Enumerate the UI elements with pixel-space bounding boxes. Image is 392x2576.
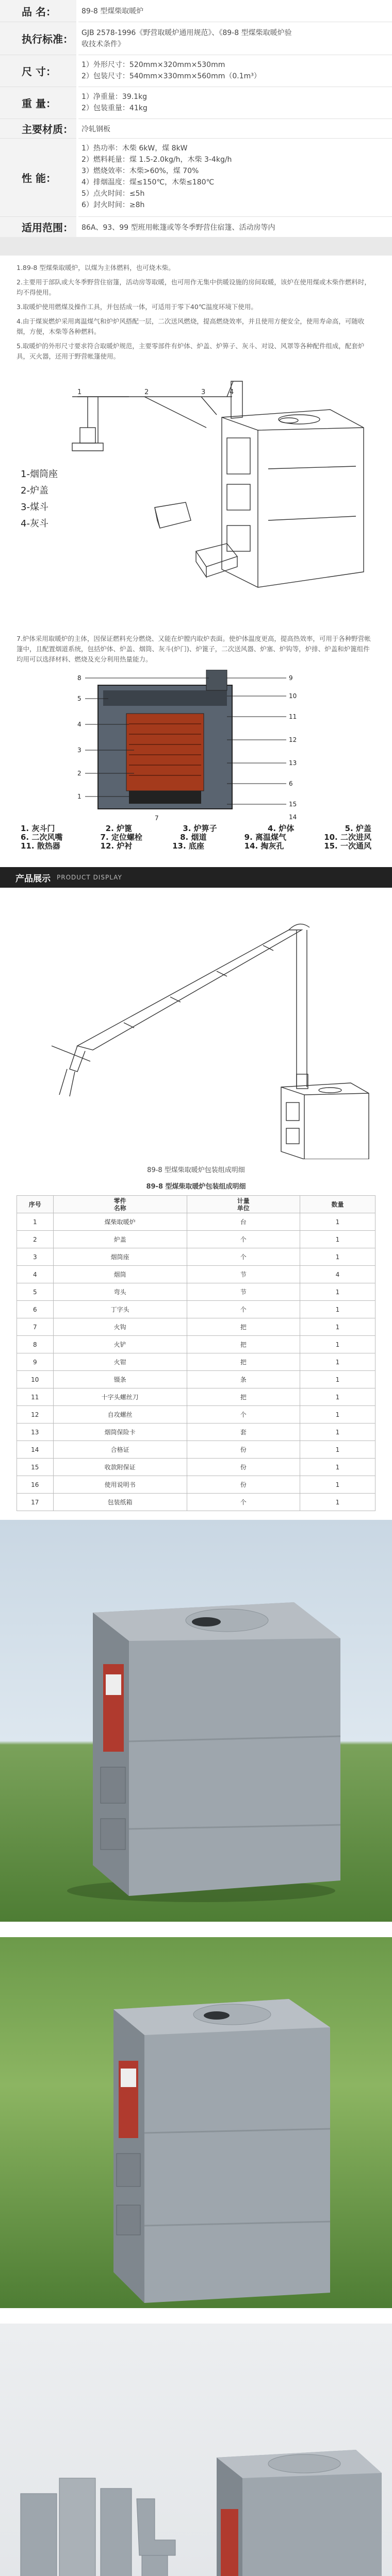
note-line: 4.由于煤炭燃炉采用离温煤气和炉炉风搭配一层，二次送风燃烧，提高燃烧效率，并且使用方便安全，使用寿命高，可随收烟，方便，木柴等各种燃料。 — [17, 317, 365, 335]
cutaway-number: 8 — [77, 674, 81, 682]
table-cell: 自攻螺丝 — [53, 1406, 187, 1423]
cutaway-number: 6 — [289, 780, 293, 787]
table-cell: 个 — [187, 1406, 300, 1423]
table-row — [17, 1459, 375, 1476]
table-cell: 份 — [187, 1459, 300, 1476]
legend-item: 12. 炉衬 — [100, 841, 133, 851]
cutaway-number: 10 — [289, 692, 297, 700]
legend-item: 4. 炉体 — [267, 824, 295, 833]
table-cell: 烟筒座 — [53, 1248, 187, 1266]
legend-item: 2. 炉篦 — [105, 824, 133, 833]
table-cell: 1 — [300, 1459, 375, 1476]
note-line: 1.89-8 型煤柴取暖炉，以煤为主体燃料，也可烧木柴。 — [17, 264, 175, 272]
diagram-number: 3 — [201, 388, 206, 396]
spec-line: 2）包装尺寸：540mm×330mm×560mm（0.1m³） — [81, 72, 261, 80]
legend-item: 15. 一次通风 — [324, 841, 371, 851]
table-cell: 收款附保证 — [53, 1459, 187, 1476]
table-row — [17, 1266, 375, 1283]
diagram-number: 4 — [230, 388, 234, 396]
table-cell: 2 — [17, 1231, 54, 1248]
table-cell: 1 — [17, 1213, 54, 1231]
product-photo-2 — [0, 1937, 392, 2308]
cutaway-number: 13 — [289, 759, 297, 767]
legend-item: 11. 散热器 — [21, 841, 60, 851]
spec-line: 6）封火时间：≥8h — [81, 201, 145, 209]
table-cell: 煤柴取暖炉 — [53, 1213, 187, 1231]
table-cell: 火铲 — [53, 1336, 187, 1353]
spec-line: 2）包装重量：41kg — [81, 104, 148, 112]
table-cell: 14 — [17, 1441, 54, 1459]
spec-label: 重 量： — [0, 87, 76, 118]
legend-item: 7. 定位螺栓 — [100, 833, 142, 842]
spec-row-performance — [0, 138, 392, 216]
table-row — [17, 1388, 375, 1406]
cutaway-number: 9 — [289, 674, 293, 682]
table-cell: 1 — [300, 1476, 375, 1494]
cutaway-number: 12 — [289, 736, 297, 743]
table-cell: 9 — [17, 1353, 54, 1371]
legend-item: 9. 离温煤气 — [244, 833, 286, 842]
table-cell: 6 — [17, 1301, 54, 1318]
note-line: 7.炉体采用取暖炉的主体，因保证燃料充分燃烧、又能在炉膛内取炉表面。使炉体温度更高，提高热效率，可用于各种野营帐篷中，且配置烟道系统，包括炉体、炉盖、烟筒、灰斗(炉门)、炉篦子，二次送风器、炉塞、炉钩等，炉排、炉盖和炉篦组件均用可以选择材料、燃烧及充分利用热量能力。 — [17, 635, 371, 663]
table-cell: 把 — [187, 1388, 300, 1406]
table-cell: 1 — [300, 1353, 375, 1371]
cutaway-number: 15 — [289, 801, 297, 808]
table-row — [17, 1476, 375, 1494]
table-row — [17, 1283, 375, 1301]
table-row — [17, 1423, 375, 1441]
table-cell: 个 — [187, 1494, 300, 1511]
assembly-drawing — [0, 891, 392, 1159]
legend-item: 6. 二次风嘴 — [21, 833, 63, 842]
spec-line: 1）外形尺寸：520mm×320mm×530mm — [81, 61, 225, 69]
table-cell: 台 — [187, 1213, 300, 1231]
table-cell: 使用说明书 — [53, 1476, 187, 1494]
table-row — [17, 1494, 375, 1511]
table-cell: 个 — [187, 1231, 300, 1248]
table-row — [17, 1301, 375, 1318]
table-cell: 镊条 — [53, 1371, 187, 1388]
product-display-header — [0, 867, 392, 888]
cutaway-diagram — [0, 670, 392, 855]
table-cell: 16 — [17, 1476, 54, 1494]
cutaway-legend — [21, 824, 371, 851]
table-cell: 11 — [17, 1388, 54, 1406]
table-cell: 把 — [187, 1318, 300, 1336]
table-cell: 15 — [17, 1459, 54, 1476]
spec-line: 收技术条件》 — [81, 40, 125, 48]
table-cell: 1 — [300, 1441, 375, 1459]
col-header: 序号 — [17, 1196, 54, 1213]
col-header: 数量 — [300, 1196, 375, 1213]
note-line: 3.取暖炉使用燃煤及操作工具，并包括成一体，可适用于零下40℃温度环境下使用。 — [17, 303, 257, 311]
table-row — [17, 1371, 375, 1388]
spec-label: 主要材质： — [0, 118, 76, 138]
table-cell: 条 — [187, 1371, 300, 1388]
table-cell: 1 — [300, 1494, 375, 1511]
table-cell: 1 — [300, 1336, 375, 1353]
cutaway-number: 3 — [77, 747, 81, 754]
spec-label: 执行标准： — [0, 22, 76, 55]
spec-line: GJB 2578-1996《野营取暖炉通用规范》、《89-8 型煤柴取暖炉验 — [81, 29, 292, 37]
table-cell: 包装纸箱 — [53, 1494, 187, 1511]
table-cell: 个 — [187, 1248, 300, 1266]
parts-legend — [21, 466, 58, 532]
table-cell: 把 — [187, 1353, 300, 1371]
legend-item: 1-烟筒座 — [21, 469, 58, 480]
legend-item: 3. 炉箅子 — [183, 824, 217, 833]
section-subtitle: PRODUCT DISPLAY — [57, 874, 122, 881]
table-row — [17, 1231, 375, 1248]
packing-caption-2: 89-8 型煤柴取暖炉包装组成明细 — [146, 1183, 246, 1191]
table-cell: 5 — [17, 1283, 54, 1301]
col-header: 零件 名称 — [53, 1196, 187, 1213]
assembly-svg — [0, 891, 392, 1159]
product-photo-3 — [0, 2324, 392, 2576]
note-line: 5.取暖炉的外形尺寸要求符合取暖炉规范，主要零部件有炉体、炉盖、炉箅子、灰斗、对设、风罩等各种配件组成，配套炉具，灭火器，还用于野营帐篷使用。 — [17, 342, 365, 360]
table-cell: 1 — [300, 1301, 375, 1318]
table-row — [17, 1406, 375, 1423]
cutaway-number: 2 — [77, 770, 81, 777]
spec-line: 4）排烟温度：煤≤150℃，木柴≤180℃ — [81, 178, 215, 187]
table-cell: 13 — [17, 1423, 54, 1441]
spec-label: 尺 寸： — [0, 55, 76, 87]
table-cell: 8 — [17, 1336, 54, 1353]
table-row — [17, 1248, 375, 1266]
spec-row-standard — [0, 22, 392, 55]
spec-value: 冷轧钢板 — [78, 118, 392, 138]
cutaway-number: 1 — [77, 793, 81, 800]
packing-caption-1: 89-8 型煤柴取暖炉包装组成明细 — [147, 1166, 245, 1174]
legend-item: 8. 烟道 — [180, 833, 207, 842]
spec-label: 性 能： — [0, 138, 76, 216]
table-row — [17, 1336, 375, 1353]
table-cell: 合格证 — [53, 1441, 187, 1459]
stove-photo-2 — [0, 1937, 392, 2308]
cutaway-number: 14 — [289, 814, 297, 821]
table-cell: 个 — [187, 1301, 300, 1318]
accessories-photo — [0, 2324, 392, 2576]
spec-value — [78, 22, 392, 55]
table-cell: 1 — [300, 1213, 375, 1231]
cutaway-number: 5 — [77, 695, 81, 702]
table-cell: 弯头 — [53, 1283, 187, 1301]
section-title: 产品展示 — [15, 873, 51, 884]
spec-value: 89-8 型煤柴取暖炉 — [81, 7, 144, 15]
structure-note — [17, 634, 375, 669]
divider-band — [0, 237, 392, 256]
spec-value: 86A、93、99 型班用帐篷或等冬季野营住宿篷、活动房等内 — [78, 216, 392, 237]
table-cell: 1 — [300, 1248, 375, 1266]
spec-label: 适用范围： — [0, 216, 76, 237]
table-cell: 1 — [300, 1283, 375, 1301]
table-cell: 份 — [187, 1476, 300, 1494]
spec-row-material — [0, 118, 392, 138]
table-cell: 烟筒 — [53, 1266, 187, 1283]
table-cell: 1 — [300, 1423, 375, 1441]
table-cell: 10 — [17, 1371, 54, 1388]
table-cell: 十字头螺丝刀 — [53, 1388, 187, 1406]
table-cell: 4 — [17, 1266, 54, 1283]
legend-item: 14. 掏灰孔 — [244, 841, 284, 851]
legend-item: 10. 二次进风 — [324, 833, 371, 842]
description-notes — [17, 263, 375, 366]
cutaway-number: 7 — [155, 815, 159, 822]
spec-line: 1）净重量：39.1kg — [81, 93, 148, 101]
table-cell: 炉盖 — [53, 1231, 187, 1248]
table-cell: 12 — [17, 1406, 54, 1423]
table-cell: 节 — [187, 1266, 300, 1283]
cutaway-number: 11 — [289, 713, 297, 720]
spec-line: 3）燃烧效率：木柴>60%，煤 70% — [81, 167, 199, 175]
legend-item: 13. 底座 — [172, 841, 204, 851]
spec-row-size — [0, 55, 392, 87]
table-cell: 丁字头 — [53, 1301, 187, 1318]
table-cell: 1 — [300, 1406, 375, 1423]
table-cell: 火钳 — [53, 1353, 187, 1371]
table-cell: 7 — [17, 1318, 54, 1336]
spec-value — [78, 87, 392, 118]
legend-item: 4-灰斗 — [21, 518, 48, 529]
stove-parts-drawing — [0, 366, 392, 623]
spec-row-weight — [0, 87, 392, 118]
note-line: 2.主要用于部队或大冬季野营住宿篷，活动房等取暖，也可用作无集中供暖设施的房间取暖，该炉在使用煤或木柴作燃料时，均不得使用。 — [17, 278, 371, 296]
spec-line: 5）点火时间：≤5h — [81, 190, 145, 198]
table-cell: 1 — [300, 1388, 375, 1406]
spec-row-name — [0, 0, 392, 22]
legend-item: 3-煤斗 — [21, 502, 48, 513]
spec-line: 1）热功率：木柴 6kW，煤 8kW — [81, 144, 188, 152]
diagram-number: 2 — [144, 388, 149, 396]
spec-line: 2）燃料耗量：煤 1.5-2.0kg/h，木柴 3-4kg/h — [81, 156, 232, 164]
table-cell: 1 — [300, 1318, 375, 1336]
table-cell: 把 — [187, 1336, 300, 1353]
stove-parts-diagram — [0, 366, 392, 623]
table-cell: 套 — [187, 1423, 300, 1441]
table-header-row — [17, 1196, 375, 1213]
table-cell: 4 — [300, 1266, 375, 1283]
table-row — [17, 1213, 375, 1231]
spec-label: 品 名： — [0, 0, 76, 22]
legend-item: 1. 灰斗门 — [21, 824, 55, 833]
spec-value — [78, 55, 392, 87]
spec-value — [78, 138, 392, 216]
col-header: 计量 单位 — [187, 1196, 300, 1213]
legend-item: 5. 炉盖 — [345, 824, 371, 833]
product-photo-1 — [0, 1520, 392, 1922]
table-cell: 烟筒保险卡 — [53, 1423, 187, 1441]
cutaway-drawing — [0, 670, 392, 824]
table-cell: 节 — [187, 1283, 300, 1301]
table-row — [17, 1441, 375, 1459]
table-cell: 1 — [300, 1231, 375, 1248]
table-cell: 3 — [17, 1248, 54, 1266]
diagram-number: 1 — [77, 388, 82, 396]
table-cell: 1 — [300, 1371, 375, 1388]
legend-item: 2-炉盖 — [21, 485, 48, 496]
packing-table — [17, 1195, 375, 1511]
cutaway-number: 4 — [77, 721, 81, 728]
spec-row-scope — [0, 216, 392, 237]
table-cell: 份 — [187, 1441, 300, 1459]
table-row — [17, 1318, 375, 1336]
table-row — [17, 1353, 375, 1371]
stove-photo-1 — [0, 1520, 392, 1922]
table-cell: 17 — [17, 1494, 54, 1511]
table-cell: 火钩 — [53, 1318, 187, 1336]
